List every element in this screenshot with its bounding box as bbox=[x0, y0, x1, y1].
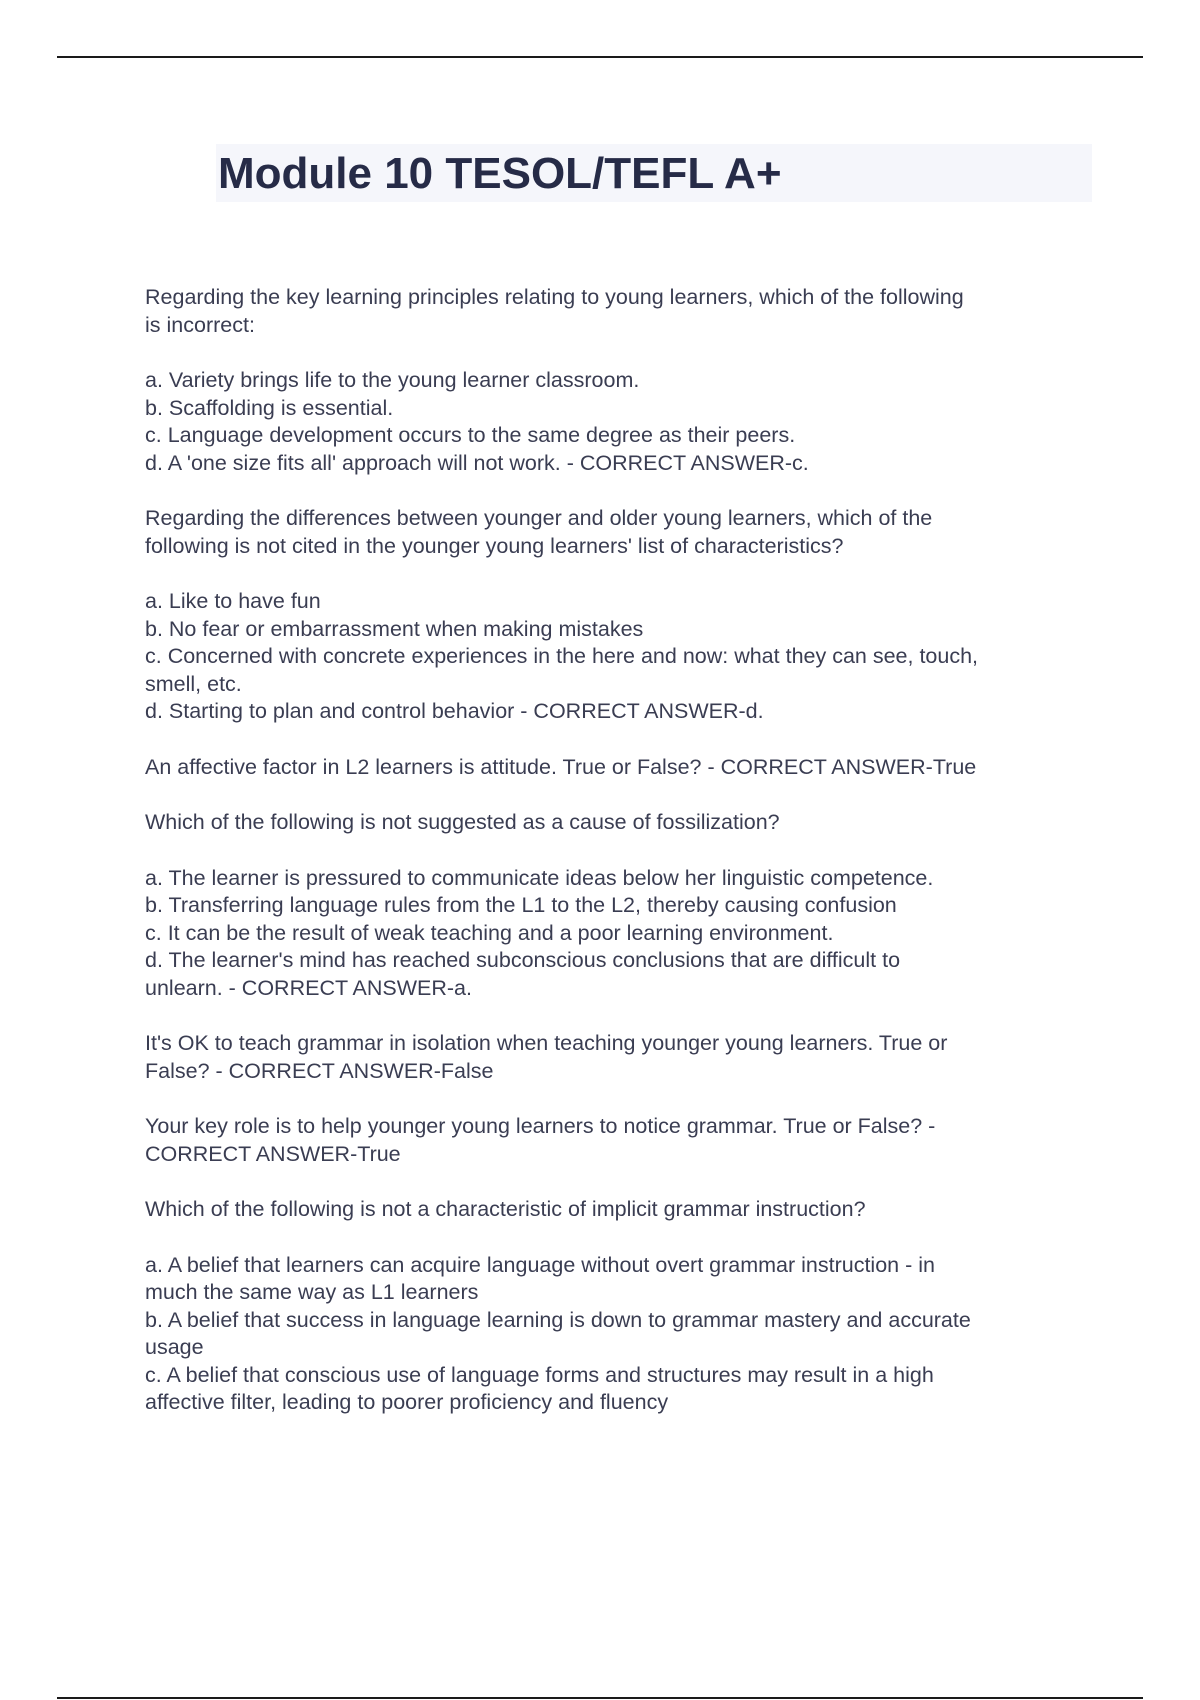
option-line: a. Like to have fun bbox=[145, 589, 321, 613]
option-line: b. A belief that success in language learning is down to grammar mastery and accurate bbox=[145, 1307, 971, 1332]
page-title: Module 10 TESOL/TEFL A+ bbox=[218, 149, 782, 198]
text-line: Which of the following is not a characteristic of implicit grammar instruction? bbox=[145, 1197, 866, 1221]
text-line: Your key role is to help younger young learners to notice grammar. True or False? - bbox=[145, 1114, 936, 1138]
text-line: Regarding the key learning principles relating to young learners, which of the following bbox=[145, 285, 964, 309]
option-line: much the same way as L1 learners bbox=[145, 1280, 479, 1304]
option-line: c. A belief that conscious use of language forms and structures may result in a high bbox=[145, 1362, 934, 1387]
text-line: following is not cited in the younger young learners' list of characteristics? bbox=[145, 533, 844, 558]
text-line: Which of the following is not suggested as a cause of fossilization? bbox=[145, 810, 780, 834]
option-line: d. The learner's mind has reached subconscious conclusions that are difficult to bbox=[145, 948, 901, 972]
text-line: CORRECT ANSWER-True bbox=[145, 1141, 401, 1166]
top-rule bbox=[57, 56, 1143, 58]
option-line: affective filter, leading to poorer proficiency and fluency bbox=[145, 1390, 669, 1414]
question-5 bbox=[145, 1030, 1095, 1085]
text-line: is incorrect: bbox=[145, 312, 255, 337]
option-line: b. Scaffolding is essential. bbox=[145, 395, 394, 420]
question-4 bbox=[145, 809, 1095, 837]
option-line: usage bbox=[145, 1335, 204, 1359]
question-3 bbox=[145, 754, 1095, 782]
option-line: a. A belief that learners can acquire language without overt grammar instruction - in bbox=[145, 1252, 935, 1277]
text-line: False? - CORRECT ANSWER-False bbox=[145, 1058, 494, 1083]
question-7 bbox=[145, 1196, 1095, 1224]
question-1-options bbox=[145, 367, 1095, 477]
option-line: smell, etc. bbox=[145, 671, 242, 696]
option-line: c. Concerned with concrete experiences in the here and now: what they can see, touch, bbox=[145, 644, 979, 668]
option-line: b. No fear or embarrassment when making mistakes bbox=[145, 616, 644, 641]
option-line: c. It can be the result of weak teaching and a poor learning environment. bbox=[145, 920, 834, 945]
option-line: a. The learner is pressured to communicate ideas below her linguistic competence. bbox=[145, 865, 934, 890]
option-line: d. A 'one size fits all' approach will not work. - CORRECT ANSWER-c. bbox=[145, 450, 809, 475]
document-body bbox=[145, 284, 1095, 1445]
option-line: unlearn. - CORRECT ANSWER-a. bbox=[145, 975, 472, 1000]
option-line: a. Variety brings life to the young learner classroom. bbox=[145, 368, 640, 392]
option-line: c. Language development occurs to the same degree as their peers. bbox=[145, 423, 796, 447]
question-2-options bbox=[145, 588, 1095, 726]
question-4-options bbox=[145, 865, 1095, 1003]
option-line: b. Transferring language rules from the L1 to the L2, thereby causing confusion bbox=[145, 893, 897, 917]
question-6 bbox=[145, 1113, 1095, 1168]
question-1 bbox=[145, 284, 1095, 339]
text-line: It's OK to teach grammar in isolation when teaching younger young learners. True or bbox=[145, 1031, 948, 1055]
text-line: An affective factor in L2 learners is attitude. True or False? - CORRECT ANSWER-True bbox=[145, 754, 977, 779]
question-7-options bbox=[145, 1252, 1095, 1417]
bottom-rule bbox=[57, 1697, 1143, 1699]
option-line: d. Starting to plan and control behavior - CORRECT ANSWER-d. bbox=[145, 699, 764, 723]
question-2 bbox=[145, 505, 1095, 560]
text-line: Regarding the differences between younger and older young learners, which of the bbox=[145, 506, 933, 530]
